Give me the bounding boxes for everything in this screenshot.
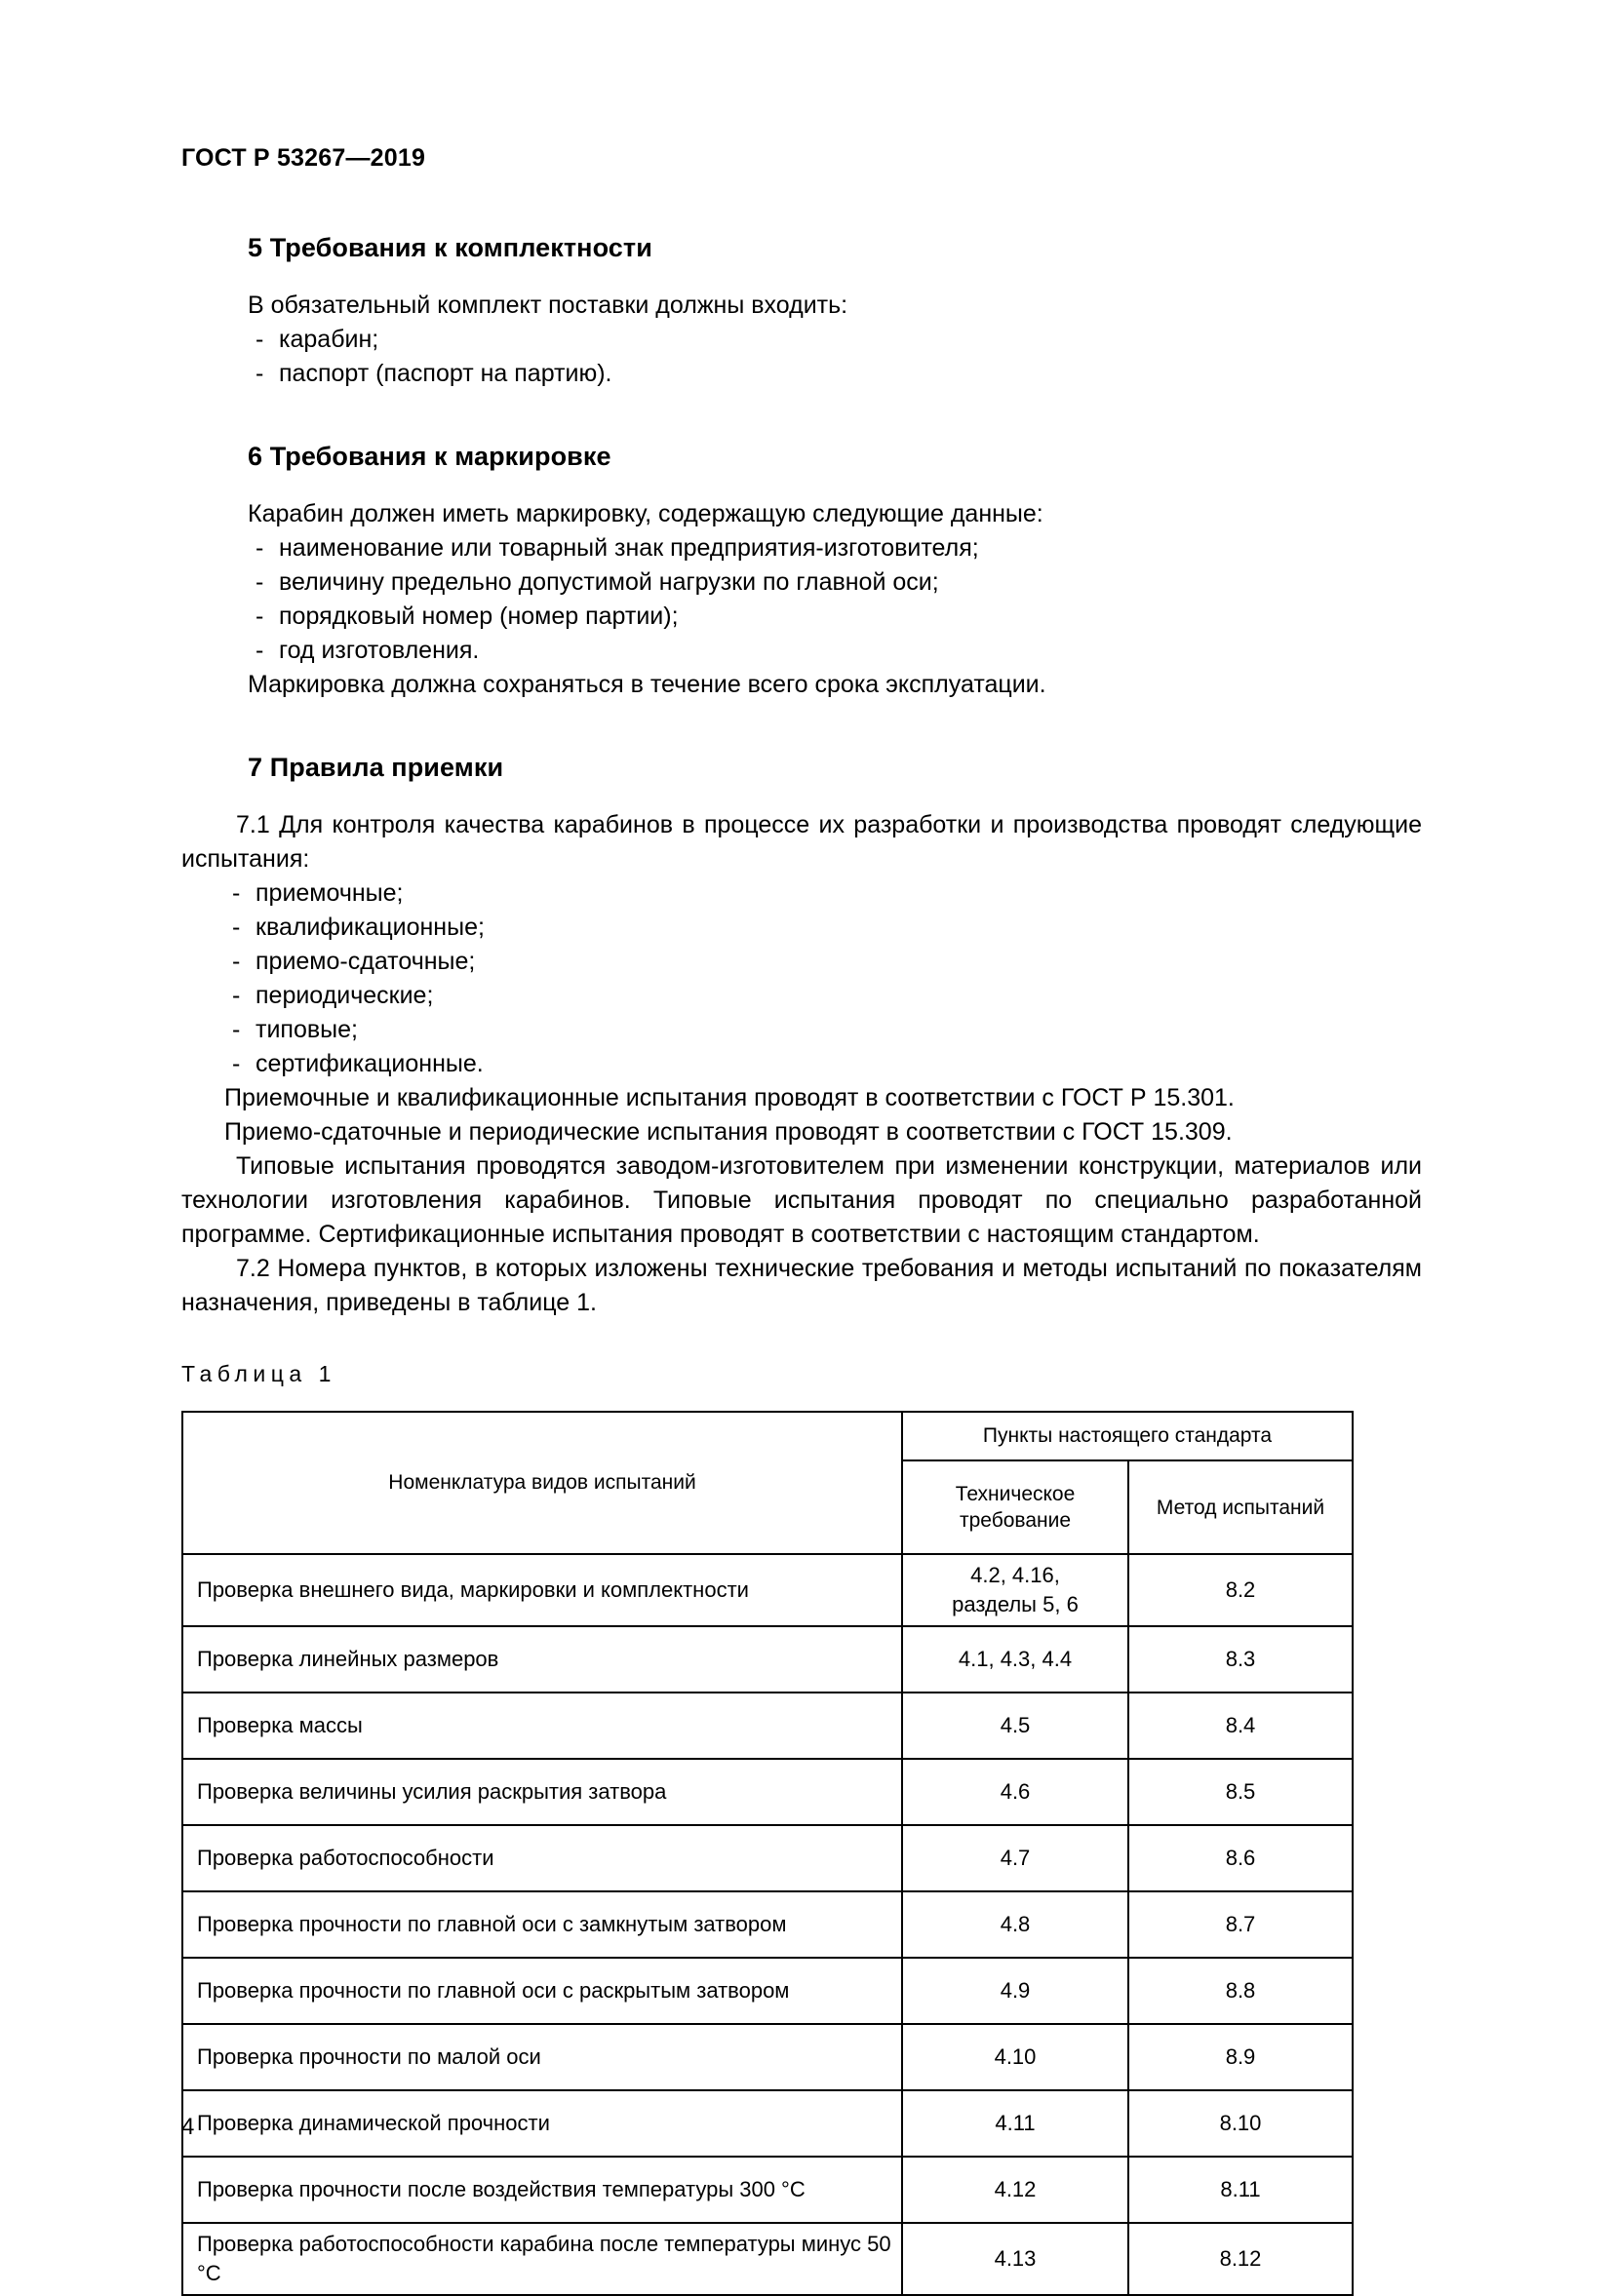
cell-test-name: Проверка массы: [182, 1693, 902, 1759]
table-row: [182, 2024, 1353, 2090]
cell-requirement: 4.8: [902, 1891, 1128, 1958]
header-requirement-line2: требование: [959, 1509, 1072, 1532]
document-header: ГОСТ Р 53267—2019: [181, 144, 426, 172]
section-5-list: [248, 323, 1422, 391]
list-item: - наименование или товарный знак предприятия-изготовителя;: [248, 531, 1422, 565]
paragraph-typical: Типовые испытания проводятся заводом-изготовителем при изменении конструкции, материалов или технологии изготовления карабинов. Типовые испытания проводят по специально разработанной программе. Сертификационные испытания проводят в соответствии с настоящим стандартом.: [181, 1152, 1422, 1248]
table-container: [181, 1411, 1422, 2296]
cell-test-name: Проверка внешнего вида, маркировки и комплектности: [182, 1554, 902, 1626]
table-row: [182, 1554, 1353, 1626]
section-6-title: 6 Требования к маркировке: [248, 442, 611, 471]
cell-requirement: 4.9: [902, 1958, 1128, 2024]
cell-test-name: Проверка динамической прочности: [182, 2090, 902, 2157]
spacer: [181, 1320, 1422, 1361]
cell-method: 8.2: [1128, 1554, 1353, 1626]
cell-requirement: 4.12: [902, 2157, 1128, 2223]
list-item: - периодические;: [224, 979, 1422, 1013]
cell-test-name: Проверка работоспособности: [182, 1825, 902, 1891]
list-item: - приемо-сдаточные;: [224, 945, 1422, 979]
section-7-body: [181, 808, 1422, 2296]
cell-method: 8.8: [1128, 1958, 1353, 2024]
cell-method: 8.4: [1128, 1693, 1353, 1759]
cell-requirement: 4.6: [902, 1759, 1128, 1825]
cell-requirement: 4.7: [902, 1825, 1128, 1891]
document-content: [181, 233, 1422, 808]
cell-requirement: 4.13: [902, 2223, 1128, 2295]
header-nomenclature: Номенклатура видов испытаний: [182, 1412, 902, 1554]
cell-requirement-line2: разделы 5, 6: [952, 1592, 1079, 1616]
list-item: - величину предельно допустимой нагрузки по главной оси;: [248, 565, 1422, 600]
cell-method: 8.11: [1128, 2157, 1353, 2223]
cell-test-name: Проверка прочности по малой оси: [182, 2024, 902, 2090]
table-body: [182, 1554, 1353, 2295]
cell-requirement: 4.5: [902, 1693, 1128, 1759]
section-5-title: 5 Требования к комплектности: [248, 233, 652, 262]
cell-method: 8.10: [1128, 2090, 1353, 2157]
list-item: - сертификационные.: [224, 1047, 1422, 1081]
page-number: 4: [181, 2114, 195, 2140]
test-types-list: [181, 876, 1422, 1081]
cell-requirement-line1: 4.2, 4.16,: [970, 1563, 1060, 1587]
list-item: - паспорт (паспорт на партию).: [248, 357, 1422, 391]
list-item: - год изготовления.: [248, 634, 1422, 668]
cell-requirement: 4.11: [902, 2090, 1128, 2157]
header-method: Метод испытаний: [1128, 1460, 1353, 1554]
list-item: - типовые;: [224, 1013, 1422, 1047]
list-item: - карабин;: [248, 323, 1422, 357]
cell-method: 8.7: [1128, 1891, 1353, 1958]
section-5-intro: В обязательный комплект поставки должны входить:: [248, 292, 848, 319]
table-caption: Таблица 1: [181, 1361, 336, 1386]
spacer: [248, 263, 1422, 289]
clause-7-1: 7.1 Для контроля качества карабинов в процессе их разработки и производства проводят следующие испытания:: [181, 811, 1422, 873]
table-row: [182, 2223, 1353, 2295]
table-row: [182, 1626, 1353, 1693]
spacer: [248, 702, 1422, 753]
table-row: [182, 1693, 1353, 1759]
list-item: - порядковый номер (номер партии);: [248, 600, 1422, 634]
cell-test-name: Проверка прочности после воздействия температуры 300 °С: [182, 2157, 902, 2223]
table-row: [182, 2157, 1353, 2223]
clause-7-2: 7.2 Номера пунктов, в которых изложены технические требования и методы испытаний по показателям назначения, приведены в таблице 1.: [181, 1255, 1422, 1316]
paragraph-delivery: Приемо-сдаточные и периодические испытания проводят в соответствии с ГОСТ 15.309.: [224, 1118, 1233, 1146]
table-head: [182, 1412, 1353, 1554]
table-header-row-1: [182, 1412, 1353, 1460]
cell-method: 8.3: [1128, 1626, 1353, 1693]
cell-test-name: Проверка прочности по главной оси с раскрытым затвором: [182, 1958, 902, 2024]
header-requirement: [902, 1460, 1128, 1554]
section-7-title: 7 Правила приемки: [248, 753, 504, 782]
spacer: [248, 783, 1422, 808]
table-row: [182, 1891, 1353, 1958]
paragraph-acceptance: Приемочные и квалификационные испытания проводят в соответствии с ГОСТ Р 15.301.: [224, 1084, 1235, 1111]
header-group: Пункты настоящего стандарта: [902, 1412, 1353, 1460]
table-row: [182, 1825, 1353, 1891]
section-6-intro: Карабин должен иметь маркировку, содержащую следующие данные:: [248, 500, 1043, 527]
table-row: [182, 1759, 1353, 1825]
spacer: [248, 472, 1422, 497]
requirements-table: [181, 1411, 1354, 2296]
table-row: [182, 1958, 1353, 2024]
list-item: - приемочные;: [224, 876, 1422, 911]
cell-test-name: Проверка прочности по главной оси с замкнутым затвором: [182, 1891, 902, 1958]
list-item: - квалификационные;: [224, 911, 1422, 945]
cell-test-name: Проверка линейных размеров: [182, 1626, 902, 1693]
cell-method: 8.9: [1128, 2024, 1353, 2090]
header-requirement-line1: Техническое: [955, 1483, 1076, 1505]
table-row: [182, 2090, 1353, 2157]
cell-method: 8.6: [1128, 1825, 1353, 1891]
cell-requirement: 4.1, 4.3, 4.4: [902, 1626, 1128, 1693]
cell-method: 8.5: [1128, 1759, 1353, 1825]
cell-method: 8.12: [1128, 2223, 1353, 2295]
cell-test-name: Проверка величины усилия раскрытия затвора: [182, 1759, 902, 1825]
cell-test-name: Проверка работоспособности карабина после температуры минус 50 °С: [182, 2223, 902, 2295]
cell-requirement: [902, 1554, 1128, 1626]
section-6-list: [248, 531, 1422, 668]
cell-requirement: 4.10: [902, 2024, 1128, 2090]
section-6-closing: Маркировка должна сохраняться в течение всего срока эксплуатации.: [248, 671, 1046, 698]
spacer: [248, 391, 1422, 442]
